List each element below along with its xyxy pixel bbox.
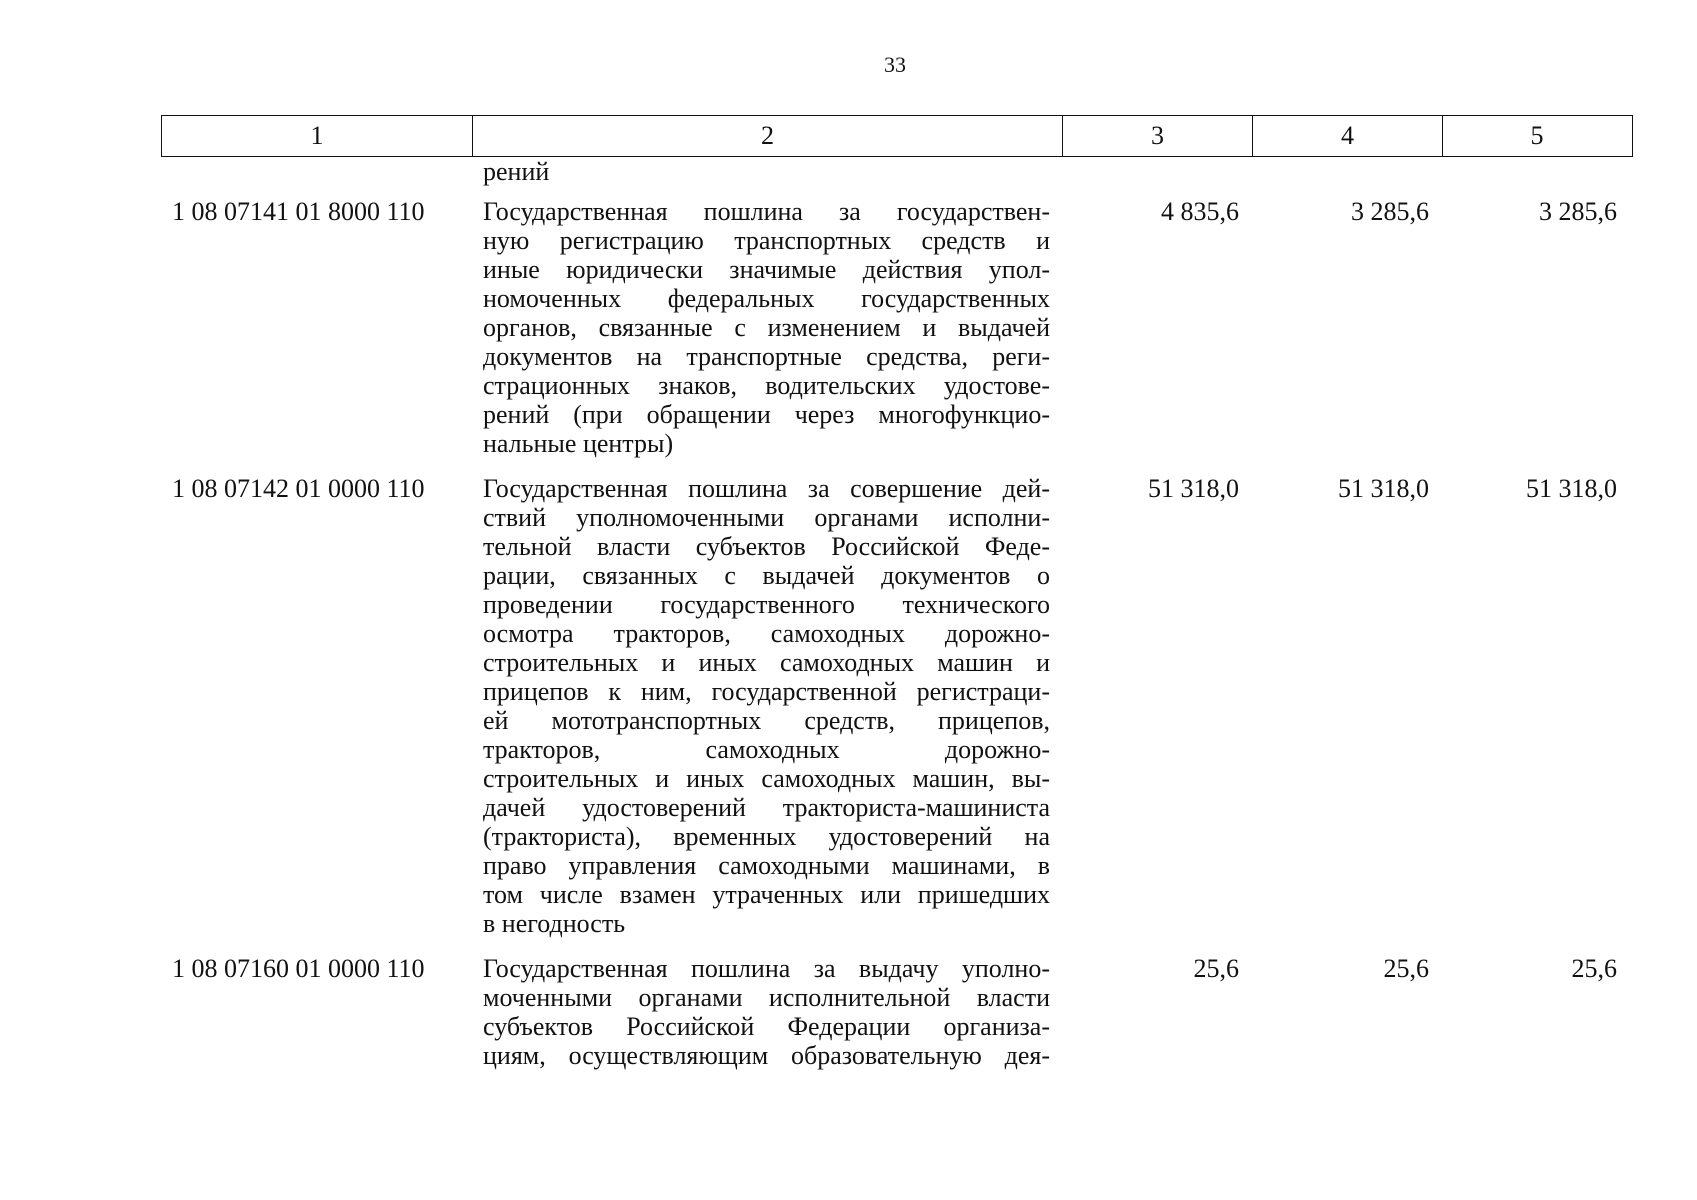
row-value-col5: 3 285,6	[1539, 197, 1617, 226]
description-line: страционных знаков, водительских удостове-	[483, 371, 1050, 400]
description-line: право управления самоходными машинами, в	[483, 851, 1050, 880]
description-line: иные юридически значимые действия упол-	[483, 255, 1050, 284]
row-value-col4: 3 285,6	[1351, 197, 1429, 226]
description-line: Государственная пошлина за выдачу уполно-	[483, 954, 1050, 983]
description-line: тельной власти субъектов Российской Феде-	[483, 532, 1050, 561]
description-line: Государственная пошлина за государствен-	[483, 197, 1050, 226]
description-line: осмотра тракторов, самоходных дорожно-	[483, 619, 1050, 648]
description-line: строительных и иных самоходных машин, вы-	[483, 764, 1050, 793]
row-value-col4: 51 318,0	[1338, 474, 1429, 503]
row-code: 1 08 07142 01 0000 110	[172, 474, 425, 503]
description-line: прицепов к ним, государственной регистраци-	[483, 677, 1050, 706]
description-line: тракторов, самоходных дорожно-	[483, 735, 1050, 764]
description-line: циям, осуществляющим образовательную дея-	[483, 1041, 1050, 1070]
row-value-col3: 51 318,0	[1148, 474, 1239, 503]
description-line: ствий уполномоченными органами исполни-	[483, 503, 1050, 532]
column-header-3: 3	[1063, 116, 1253, 156]
description-line: строительных и иных самоходных машин и	[483, 648, 1050, 677]
description-line: субъектов Российской Федерации организа-	[483, 1012, 1050, 1041]
description-line: Государственная пошлина за совершение дей-	[483, 474, 1050, 503]
description-line: проведении государственного технического	[483, 590, 1050, 619]
row-value-col4: 25,6	[1383, 954, 1429, 983]
description-line: моченными органами исполнительной власти	[483, 983, 1050, 1012]
row-code: 1 08 07141 01 8000 110	[172, 197, 425, 226]
page-number: 33	[884, 52, 906, 77]
row-code: 1 08 07160 01 0000 110	[172, 954, 425, 983]
description-line: дачей удостоверений тракториста-машиниста	[483, 793, 1050, 822]
description-line: том числе взамен утраченных или пришедших	[483, 880, 1050, 909]
description-line: в негодность	[483, 909, 626, 938]
description-line: нальные центры)	[483, 429, 674, 458]
description-line: номоченных федеральных государственных	[483, 284, 1050, 313]
column-header-2: 2	[473, 116, 1063, 156]
row-value-col5: 51 318,0	[1526, 474, 1617, 503]
description-line: документов на транспортные средства, реги-	[483, 342, 1050, 371]
row-value-col3: 4 835,6	[1161, 197, 1239, 226]
description-line: рений (при обращении через многофункцио-	[483, 400, 1050, 429]
description-line: (тракториста), временных удостоверений на	[483, 822, 1050, 851]
description-line: рации, связанных с выдачей документов о	[483, 561, 1050, 590]
description-line: ей мототранспортных средств, прицепов,	[483, 706, 1050, 735]
column-header-4: 4	[1253, 116, 1443, 156]
column-header-1: 1	[162, 116, 473, 156]
column-header-5: 5	[1530, 121, 1544, 150]
description-line: ную регистрацию транспортных средств и	[483, 226, 1050, 255]
continuation-text: рений	[483, 157, 550, 186]
table-header-row	[161, 115, 1633, 157]
description-line: органов, связанные с изменением и выдачей	[483, 313, 1050, 342]
row-value-col3: 25,6	[1193, 954, 1239, 983]
row-value-col5: 25,6	[1571, 954, 1617, 983]
